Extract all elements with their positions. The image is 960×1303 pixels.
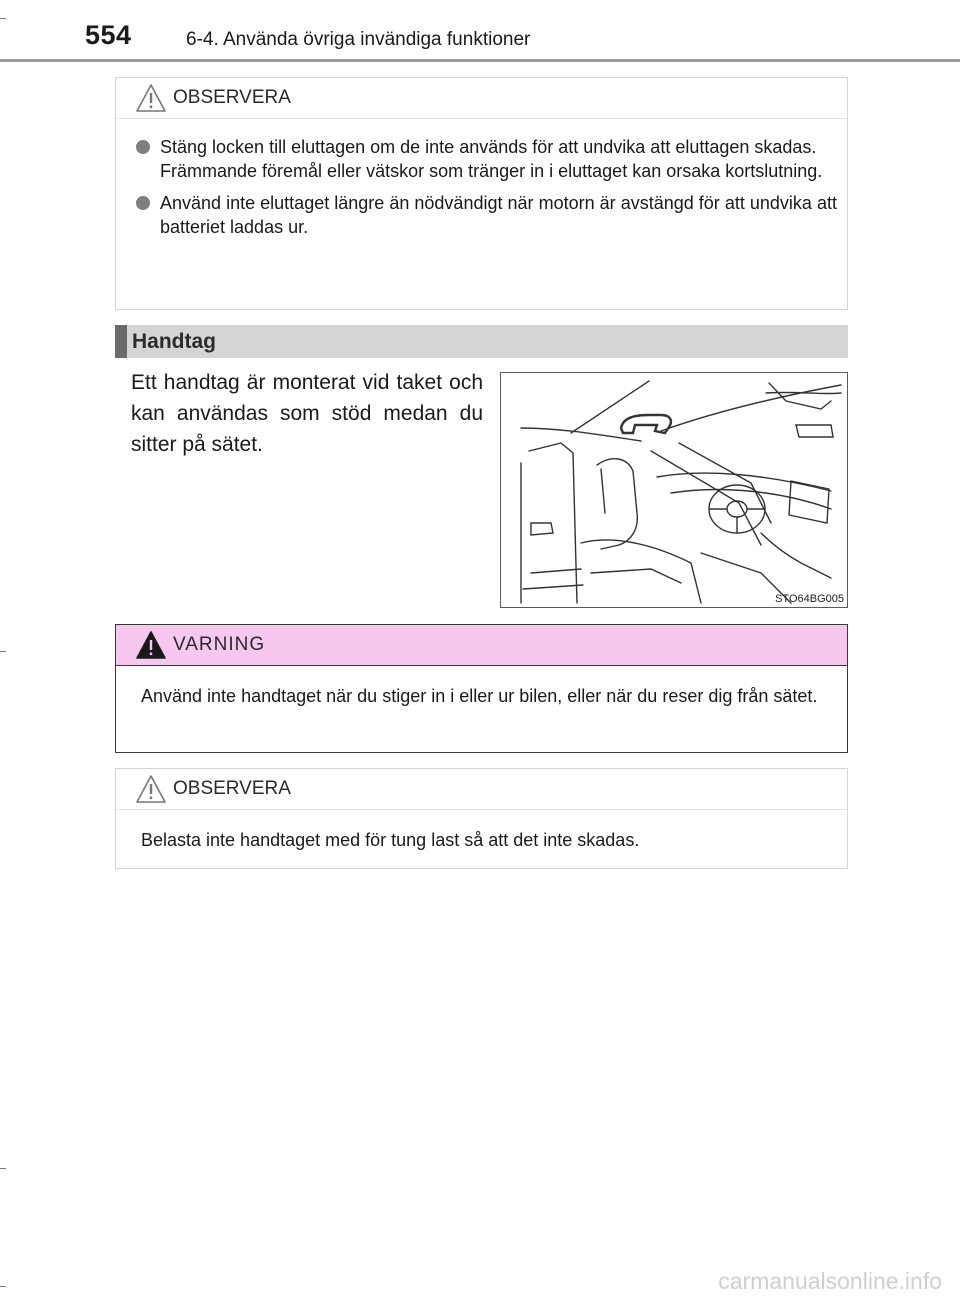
warning-triangle-icon	[135, 630, 167, 665]
notice-bullet-list	[116, 119, 847, 239]
page-header	[0, 0, 960, 62]
bullet-text: Använd inte eluttaget längre än nödvändigt när motorn är avstängd för att undvika att batteriet laddas ur.	[160, 193, 837, 237]
figure-code: STO64BG005	[775, 593, 844, 605]
crop-mark	[0, 18, 6, 19]
section-title: 6-4. Använda övriga invändiga funktioner	[186, 29, 531, 50]
notice-label: OBSERVERA	[173, 87, 291, 108]
warning-header	[116, 625, 847, 666]
caution-triangle-icon	[135, 83, 167, 118]
header-rule	[0, 59, 960, 62]
notice-label: OBSERVERA	[173, 778, 291, 799]
bullet-dot-icon	[136, 140, 150, 154]
watermark: carmanualsonline.info	[718, 1268, 942, 1294]
notice-text: Belasta inte handtaget med för tung last så att det inte skadas.	[141, 830, 640, 850]
notice-header	[116, 769, 847, 810]
crop-mark	[0, 651, 6, 652]
bullet-dot-icon	[136, 196, 150, 210]
heading-bar	[115, 325, 127, 358]
subsection-title: Handtag	[132, 330, 216, 353]
grab-handle-drawing	[501, 373, 847, 607]
list-item	[136, 135, 837, 183]
bullet-text: Främmande föremål eller vätskor som tränger in i eluttaget kan orsaka kortslutning.	[160, 161, 823, 181]
crop-mark	[0, 1286, 6, 1287]
caution-triangle-icon	[135, 774, 167, 809]
subsection-heading	[115, 325, 848, 358]
notice-box-bottom	[115, 768, 848, 869]
list-item	[136, 191, 837, 239]
intro-paragraph: Ett handtag är monterat vid taket och kan användas som stöd medan du sitter på sätet.	[131, 371, 483, 456]
notice-box-top	[115, 77, 848, 310]
bullet-text: Stäng locken till eluttagen om de inte används för att undvika att eluttagen skadas.	[160, 137, 817, 157]
warning-label: VARNING	[173, 634, 266, 655]
page-number: 554	[85, 20, 132, 50]
warning-text: Använd inte handtaget när du stiger in i eller ur bilen, eller när du reser dig från sätet.	[141, 686, 818, 706]
car-interior-illustration	[500, 372, 848, 608]
warning-box	[115, 624, 848, 753]
crop-mark	[0, 1168, 6, 1169]
notice-header	[116, 78, 847, 119]
